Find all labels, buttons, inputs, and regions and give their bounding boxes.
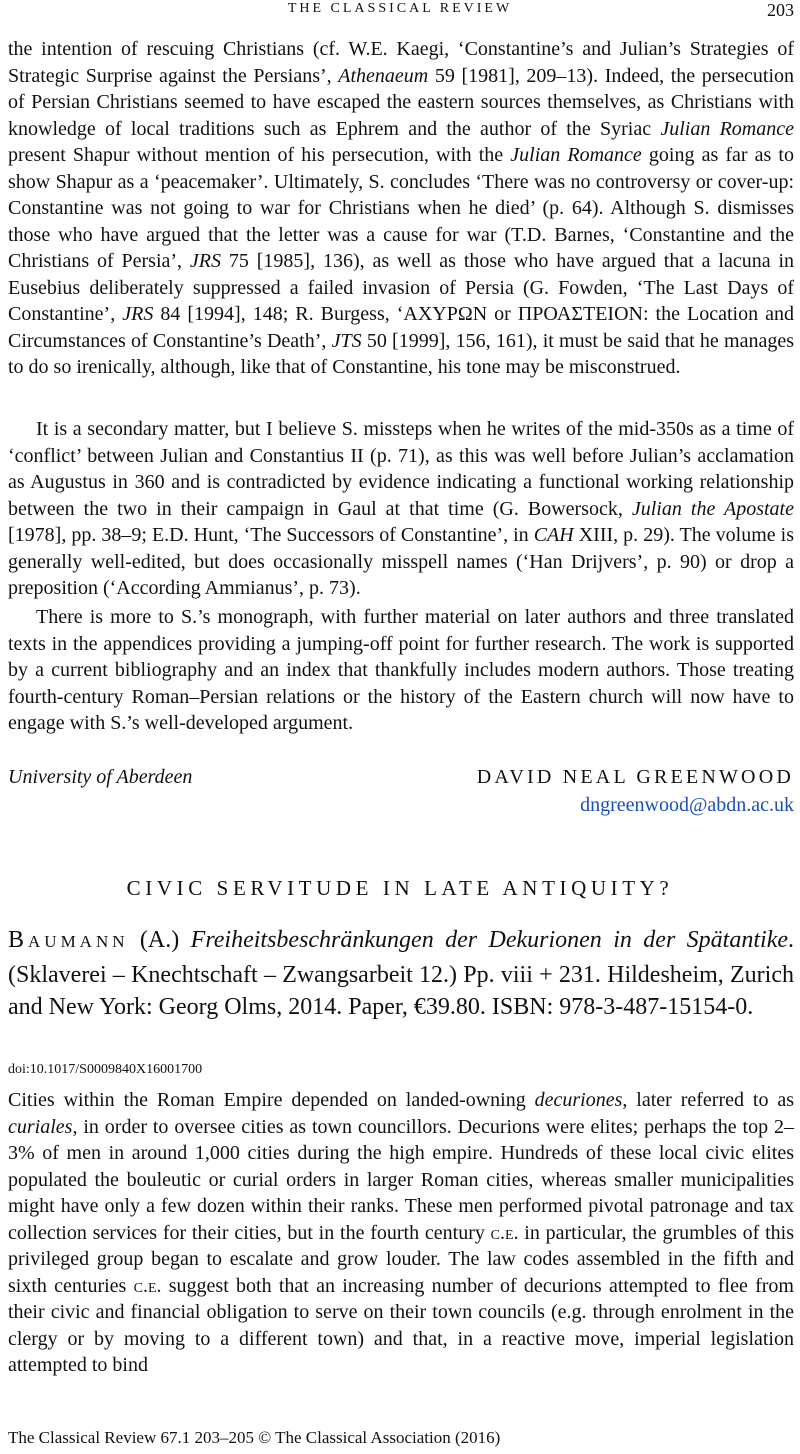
- book-citation: BAUMANN (A.) Freiheitsbeschränkungen der Dekurionen in der Spätantike. (Sklaverei – Knechtschaft – Zwangsarbeit 12.) Pp. viii + 231. Hildesheim, Zurich and New York: Georg Olms, 2014. Paper, €39.80. ISBN: 978-3-487-15154-0.: [8, 927, 794, 1020]
- review-title: CIVIC SERVITUDE IN LATE ANTIQUITY?: [126, 876, 674, 900]
- previous-review-paragraph-3: There is more to S.’s monograph, with further material on later authors and three translated texts in the appendices providing a jumping-off point for further research. The work is supported by a current bibliography and an index that thankfully includes modern authors. Those treating fourth-century Roman–Persian relations or the history of the Eastern church will now have to engage with S.’s well-developed argument.: [8, 606, 794, 734]
- running-title: THE CLASSICAL REVIEW: [287, 1, 513, 16]
- page-footer-citation: The Classical Review 67.1 203–205 © The Classical Association (2016): [8, 1428, 501, 1447]
- reviewer-signoff: [8, 766, 794, 796]
- previous-review-paragraph-1: the intention of rescuing Christians (cf. W.E. Kaegi, ‘Constantine’s and Julian’s Strategies of Strategic Surprise against the Persians’, Athenaeum 59 [1981], 209–13). Indeed, the persecution of Persian Christians seemed to have escaped the eastern sources themselves, as Christians with knowledge of local traditions such as Ephrem and the author of the Syriac Julian Romance present Shapur without mention of his persecution, with the Julian Romance going as far as to show Shapur as a ‘peacemaker’. Ultimately, S. concludes ‘There was no controversy or cover-up: Constantine was not going to war for Christians when he died’ (p. 64). Although S. dismisses those who have argued that the letter was a cause for war (T.D. Barnes, ‘Constantine and the Christians of Persia’, JRS 75 [1985], 136), as well as those who have argued that a lacuna in Eusebius deliberately suppressed a failed invasion of Persia (G. Fowden, ‘The Last Days of Constantine’, JRS 84 [1994], 148; R. Burgess, ‘ΑΧΥΡΩΝ or ΠΡΟΑΣΤΕΙΟΝ: the Location and Circumstances of Constantine’s Death’, JTS 50 [1999], 156, 161), it must be said that he manages to do so irenically, although, like that of Constantine, his tone may be misconstrued.: [8, 38, 795, 378]
- page-number: 203: [767, 0, 794, 20]
- reviewer-name: DAVID NEAL GREENWOOD: [476, 766, 794, 788]
- running-head: [0, 0, 800, 24]
- reviewer-email-link[interactable]: dngreenwood@abdn.ac.uk: [580, 794, 794, 816]
- previous-review-paragraph-2: It is a secondary matter, but I believe S. missteps when he writes of the mid-350s as a time of ‘conflict’ between Julian and Constantius II (p. 71), as this was well before Julian’s acclamation as Augustus in 360 and is contradicted by evidence indicating a functional working relationship between the two in their campaign in Gaul at that time (G. Bowersock, Julian the Apostate [1978], pp. 38–9; E.D. Hunt, ‘The Successors of Constantine’, in CAH XIII, p. 29). The volume is generally well-edited, but does occasionally misspell names (‘Han Drijvers’, p. 90) or drop a preposition (‘According Ammianus’, p. 73).: [8, 418, 794, 599]
- review-body-paragraph: Cities within the Roman Empire depended on landed-owning decuriones, later referred to as curiales, in order to oversee cities as town councillors. Decurions were elites; perhaps the top 2–3% of men in around 1,000 cities during the high empire. Hundreds of these local civic elites populated the bouleutic or curial orders in larger Roman cities, whereas smaller municipalities might have only a few dozen within their ranks. These men performed pivotal patronage and tax collection services for their cities, but in the fourth century c.e. in particular, the grumbles of this privileged group began to escalate and grow louder. The law codes assembled in the fifth and sixth centuries c.e. suggest both that an increasing number of decurions attempted to flee from their civic and financial obligation to serve on their town councils (e.g. through enrolment in the clergy or by moving to a different town) and that, in a reactive move, imperial legislation attempted to bind: [8, 1089, 795, 1376]
- doi: doi:10.1017/S0009840X16001700: [8, 1062, 203, 1077]
- reviewer-affiliation: University of Aberdeen: [8, 766, 193, 788]
- book-title: Freiheitsbeschränkungen der Dekurionen in der Spätantike: [190, 927, 788, 953]
- book-author: BAUMANN: [8, 927, 129, 953]
